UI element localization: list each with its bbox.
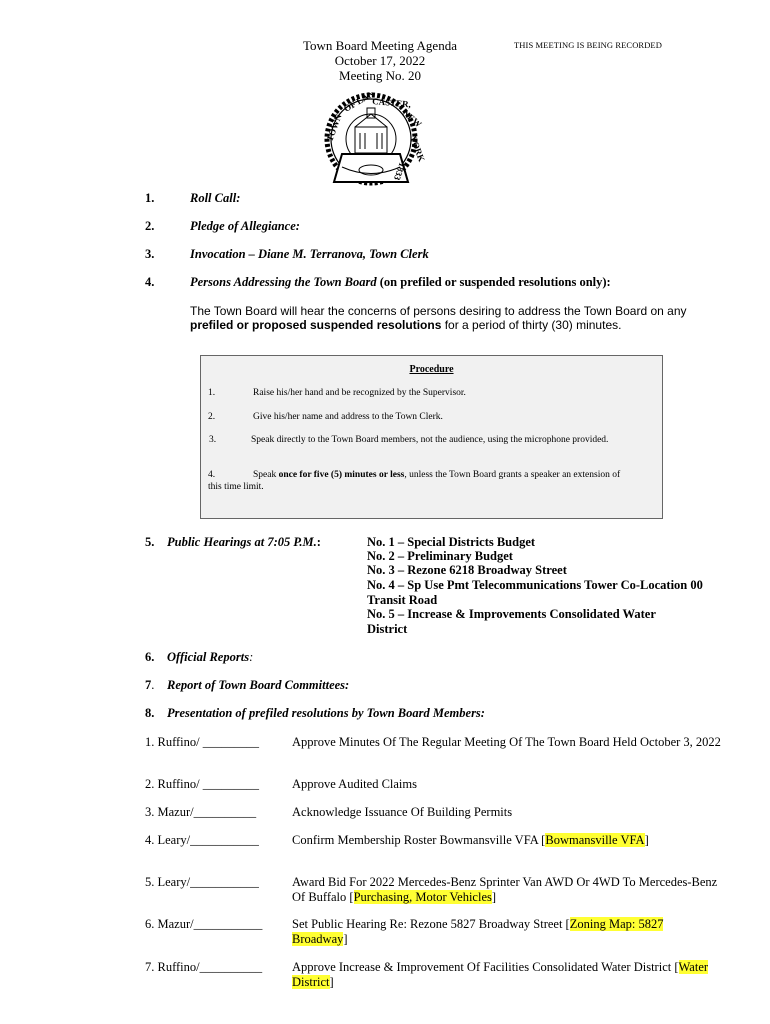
item-7-number — [145, 678, 154, 693]
meeting-number: Meeting No. 20 — [339, 68, 421, 83]
resolution-6 — [0, 917, 770, 947]
resolution-title — [292, 875, 727, 905]
meeting-date: October 17, 2022 — [334, 53, 426, 68]
resolution-title — [292, 917, 717, 947]
resolution-text: Approve Increase & Improvement Of Facilities Consolidated Water District [ — [292, 960, 679, 974]
resolution-sponsor: 3. Mazur/__________ — [145, 805, 257, 819]
step-number: 1. — [208, 388, 216, 398]
item-8-number: 8. — [145, 706, 155, 720]
resolution-text: Set Public Hearing Re: Rezone 5827 Broadway Street [ — [292, 917, 570, 931]
resolution-1 — [0, 735, 770, 765]
item-5-label: Public Hearings at 7:05 P.M. — [167, 535, 317, 549]
resolution-tag: Zoning Map: 5827 Broadway — [292, 917, 664, 946]
resolution-bracket: ] — [491, 890, 497, 904]
resolution-bracket: ] — [329, 975, 334, 989]
item-4-label: Persons Addressing the Town Board — [190, 275, 377, 289]
item-6-colon: : — [249, 650, 254, 664]
step-text: Raise his/her hand and be recognized by the Supervisor. — [253, 388, 466, 398]
item-4-heading — [190, 275, 611, 290]
resolution-title — [292, 960, 717, 990]
item-7-num: 7 — [145, 678, 152, 692]
resolution-title: Approve Audited Claims — [292, 777, 417, 791]
item-7-dot: . — [151, 678, 155, 692]
item-4-suffix: (on prefiled or suspended resolutions only): — [376, 275, 611, 289]
step-text: Give his/her name and address to the Town Clerk. — [253, 412, 443, 422]
svg-text:OF LAN: OF LAN — [342, 92, 376, 114]
svg-text:1833: 1833 — [391, 161, 408, 182]
paragraph-text-end: for a period of thirty (30) minutes. — [441, 318, 622, 332]
procedure-box — [200, 355, 663, 519]
step-number: 3. — [209, 435, 217, 445]
procedure-step-3 — [208, 435, 618, 447]
agenda-title: Town Board Meeting Agenda — [303, 38, 457, 53]
step-text: Speak — [253, 470, 279, 480]
resolution-5 — [0, 875, 770, 905]
procedure-step-1 — [208, 388, 648, 400]
step-number: 4. — [208, 470, 216, 480]
resolution-text: Award Bid For 2022 Mercedes-Benz Sprinter Van AWD Or 4WD To Mercedes-Benz Of Buffalo [ — [292, 875, 718, 904]
step-bold: once for five (5) minutes or less — [278, 470, 405, 480]
resolution-4 — [0, 833, 770, 863]
svg-text:TOWN: TOWN — [324, 112, 344, 143]
hearing-1: No. 1 – Special Districts Budget — [367, 535, 536, 549]
item-6-heading — [167, 650, 253, 665]
resolution-bracket: ] — [644, 833, 649, 847]
resolution-tag: Purchasing, Motor Vehicles — [353, 890, 492, 904]
procedure-step-2 — [208, 412, 648, 424]
item-6-number: 6. — [145, 650, 155, 664]
resolution-bracket: ] — [343, 932, 348, 946]
item-4-number: 4. — [145, 275, 155, 289]
resolution-sponsor: 7. Ruffino/__________ — [145, 960, 263, 974]
resolution-2 — [0, 777, 770, 793]
hearing-4: No. 4 – Sp Use Pmt Telecommunications Tower Co-Location 00 Transit Road — [367, 578, 703, 607]
resolution-3 — [0, 805, 770, 821]
resolution-title: Approve Minutes Of The Regular Meeting Of The Town Board Held October 3, 2022 — [292, 735, 721, 749]
item-5-heading — [167, 535, 321, 550]
item-4-paragraph — [190, 304, 730, 332]
procedure-step-4 — [208, 470, 623, 493]
paragraph-text: The Town Board will hear the concerns of persons desiring to address the Town Board on any — [190, 304, 687, 318]
item-2-label: Pledge of Allegiance: — [190, 219, 300, 233]
resolution-sponsor: 2. Ruffino/ _________ — [145, 777, 260, 791]
resolution-7 — [0, 960, 770, 990]
resolution-tag: Bowmansville VFA — [545, 833, 645, 847]
item-3-number: 3. — [145, 247, 155, 261]
step-text: Speak directly to the Town Board members, not the audience, using the microphone provided. — [251, 435, 609, 445]
item-1-number: 1. — [145, 191, 155, 205]
item-2-number: 2. — [145, 219, 155, 233]
resolution-title — [292, 833, 712, 848]
resolution-sponsor: 6. Mazur/___________ — [145, 917, 263, 931]
paragraph-bold: prefiled or proposed suspended resolutions — [190, 318, 442, 332]
item-1-label: Roll Call: — [190, 191, 241, 205]
item-6-label: Official Reports — [167, 650, 250, 664]
svg-text:YORK: YORK — [408, 134, 427, 164]
resolution-title: Acknowledge Issuance Of Building Permits — [292, 805, 513, 819]
hearing-2: No. 2 – Preliminary Budget — [367, 549, 513, 563]
resolution-tag: Water District — [292, 960, 709, 989]
item-7-label: Report of Town Board Committees: — [167, 678, 350, 692]
hearing-5: No. 5 – Increase & Improvements Consolidated Water District — [367, 607, 656, 636]
resolution-sponsor: 4. Leary/___________ — [145, 833, 259, 847]
svg-text:NEW: NEW — [400, 107, 424, 130]
resolution-text: Confirm Membership Roster Bowmansville VFA [ — [292, 833, 546, 847]
recording-notice: THIS MEETING IS BEING RECORDED — [514, 40, 662, 50]
item-3-label: Invocation – Diane M. Terranova, Town Clerk — [190, 247, 429, 261]
resolution-sponsor: 5. Leary/___________ — [145, 875, 259, 889]
procedure-title: Procedure — [409, 364, 454, 375]
item-5-number: 5. — [145, 535, 155, 549]
svg-text:CASTER,: CASTER, — [371, 96, 412, 110]
step-text-end: , unless the Town Board grants a speaker an extension of this time limit. — [208, 470, 621, 492]
resolution-sponsor: 1. Ruffino/ _________ — [145, 735, 260, 749]
item-8-label: Presentation of prefiled resolutions by Town Board Members: — [167, 706, 485, 720]
hearing-3: No. 3 – Rezone 6218 Broadway Street — [367, 563, 567, 577]
step-number: 2. — [208, 412, 216, 422]
item-5-colon: : — [316, 535, 321, 549]
town-seal-icon — [312, 92, 430, 188]
